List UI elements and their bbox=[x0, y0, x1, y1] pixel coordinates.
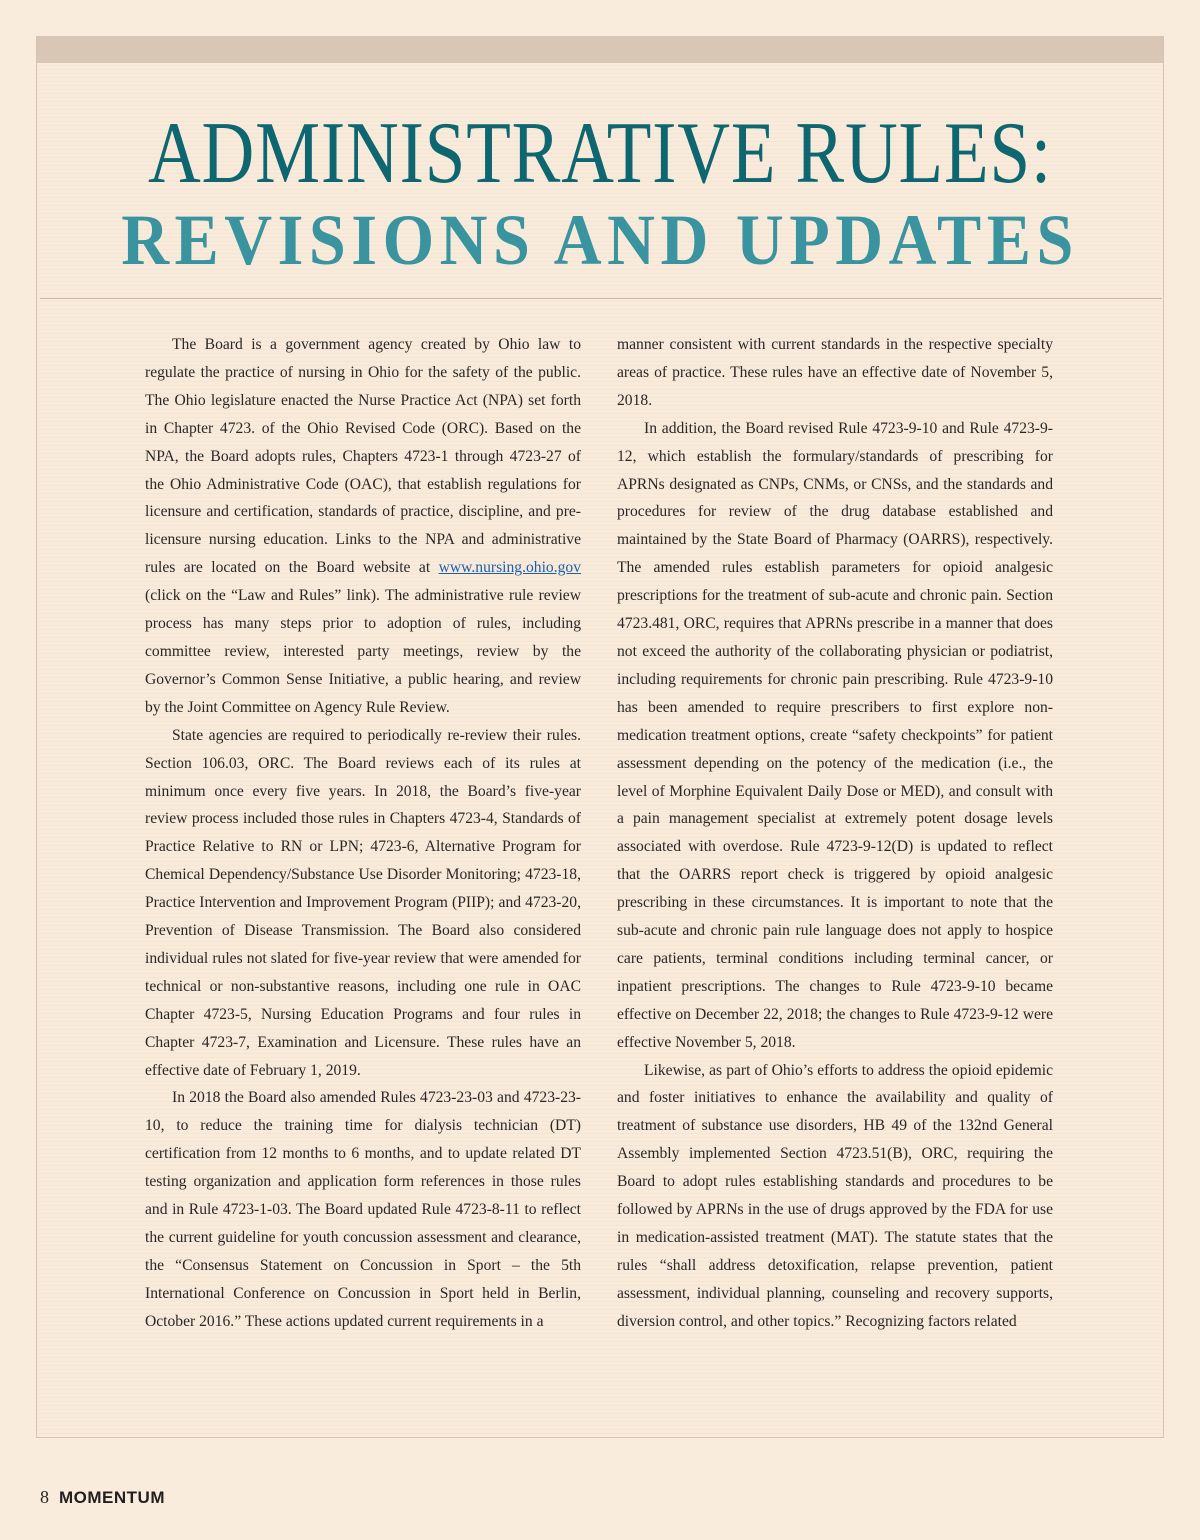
board-website-link[interactable]: www.nursing.ohio.gov bbox=[438, 559, 581, 577]
page-number: 8 bbox=[40, 1487, 49, 1507]
right-column bbox=[617, 331, 1053, 1336]
magazine-name: MOMENTUM bbox=[59, 1488, 165, 1507]
right-paragraph-2: In addition, the Board revised Rule 4723-9-10 and Rule 4723-9-12, which establish the formulary/standards of prescribing for APRNs designated as CNPs, CNMs, or CNSs, and the standards and procedures for review of the drug database established and maintained by the State Board of Pharmacy (OARRS), respectively. The amended rules establish parameters for opioid analgesic prescriptions for the treatment of sub-acute and chronic pain. Section 4723.481, ORC, requires that APRNs prescribe in a manner that does not exceed the authority of the collaborating physician or podiatrist, including requirements for chronic pain prescribing. Rule 4723-9-10 has been amended to require prescribers to first explore non-medication treatment options, create “safety checkpoints” for patient assessment depending on the potency of the medication (i.e., the level of Morphine Equivalent Daily Dose or MED), and consult with a pain management specialist at extremely potent dosage levels associated with overdose. Rule 4723-9-12(D) is updated to reflect that the OARRS report check is triggered by opioid analgesic prescribing in these circumstances. It is important to note that the sub-acute and chronic pain rule language does not apply to hospice care patients, terminal conditions including terminal cancer, or inpatient prescriptions. The changes to Rule 4723-9-10 became effective on December 22, 2018; the changes to Rule 4723-9-12 were effective November 5, 2018. bbox=[617, 419, 1053, 1051]
title-divider bbox=[40, 298, 1162, 299]
left-column bbox=[145, 331, 581, 1336]
left-paragraph-2: State agencies are required to periodically re-review their rules. Section 106.03, ORC. The Board reviews each of its rules at minimum once every five years. In 2018, the Board’s five-year review process included those rules in Chapters 4723-4, Standards of Practice Relative to RN or LPN; 4723-6, Alternative Program for Chemical Dependency/Substance Use Disorder Monitoring; 4723-18, Practice Intervention and Improvement Program (PIIP); and 4723-20, Prevention of Disease Transmission. The Board also considered individual rules not slated for five-year review that were amended for technical or non-substantive reasons, including one rule in OAC Chapter 4723-5, Nursing Education Programs and four rules in Chapter 4723-7, Examination and Licensure. These rules have an effective date of February 1, 2019. bbox=[145, 726, 581, 1079]
top-decorative-bar bbox=[37, 37, 1163, 63]
left-paragraph-3: In 2018 the Board also amended Rules 4723-23-03 and 4723-23-10, to reduce the training time for dialysis technician (DT) certification from 12 months to 6 months, and to update related DT testing organization and application form references in those rules and in Rule 4723-1-03. The Board updated Rule 4723-8-11 to reflect the current guideline for youth concussion assessment and clearance, the “Consensus Statement on Concussion in Sport – the 5th International Conference on Concussion in Sport held in Berlin, October 2016.” These actions updated current requirements in a bbox=[145, 1089, 581, 1330]
left-paragraph-1-text: The Board is a government agency created by Ohio law to regulate the practice of nursing in Ohio for the safety of the public. The Ohio legislature enacted the Nurse Practice Act (NPA) set forth in Chapter 4723. of the Ohio Revised Code (ORC). Based on the NPA, the Board adopts rules, Chapters 4723-1 through 4723-27 of the Ohio Administrative Code (OAC), that establish regulations for licensure and certification, standards of practice, discipline, and pre-licensure nursing education. Links to the NPA and administrative rules are located on the Board website at bbox=[145, 336, 581, 577]
right-paragraph-3: Likewise, as part of Ohio’s efforts to address the opioid epidemic and foster initiatives to enhance the availability and quality of treatment of substance use disorders, HB 49 of the 132nd General Assembly implemented Section 4723.51(B), ORC, requiring the Board to adopt rules establishing standards and procedures to be followed by APRNs in the use of drugs approved by the FDA for use in medication-assisted treatment (MAT). The statute states that the rules “shall address detoxification, relapse prevention, patient assessment, individual planning, counseling and recovery supports, diversion control, and other topics.” Recognizing factors related bbox=[617, 1061, 1053, 1330]
page-title: ADMINISTRATIVE RULES: bbox=[147, 105, 1053, 202]
page-footer bbox=[40, 1485, 165, 1510]
left-paragraph-1-text-end: (click on the “Law and Rules” link). The administrative rule review process has many steps prior to adoption of rules, including committee review, interested party meetings, review by the Governor’s Common Sense Initiative, a public hearing, and review by the Joint Committee on Agency Rule Review. bbox=[145, 587, 581, 716]
page-subtitle: REVISIONS AND UPDATES bbox=[121, 200, 1079, 280]
left-paragraph-1 bbox=[145, 331, 581, 722]
right-paragraph-1: manner consistent with current standards in the respective specialty areas of practice. These rules have an effective date of November 5, 2018. bbox=[617, 336, 1053, 409]
